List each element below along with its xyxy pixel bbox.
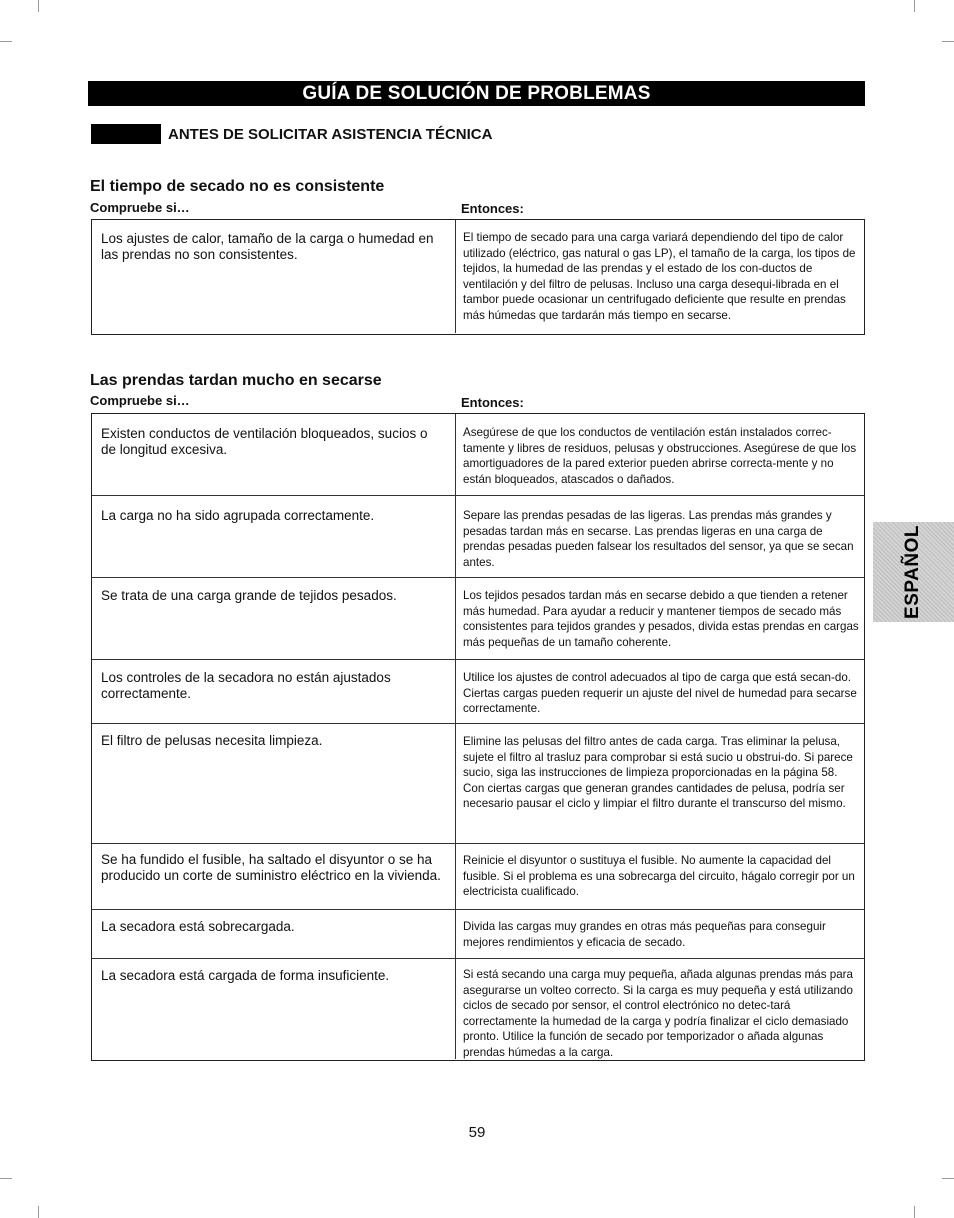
page-banner-title: GUÍA DE SOLUCIÓN DE PROBLEMAS [88,81,865,106]
check-cell: Se trata de una carga grande de tejidos pesados. [101,588,397,603]
check-cell: Los controles de la secadora no están ajustados correctamente. [101,670,391,701]
troubleshooting-table [91,413,865,1061]
crop-mark [914,0,915,12]
table-row [92,495,864,577]
table-row [92,414,864,495]
crop-mark [914,1206,915,1218]
then-cell: Separe las prendas pesadas de las ligeras. Las prendas más grandes y pesadas tardan más en secarse. Las prendas ligeras en una carga de prendas pesadas pueden falsear los resultados del sensor, ya que se secan antes. [463,509,854,569]
check-cell: La secadora está cargada de forma insuficiente. [101,968,390,983]
check-cell: Los ajustes de calor, tamaño de la carga o humedad en las prendas no son consistentes. [101,231,434,262]
crop-mark [942,41,954,42]
then-cell: Reinicie el disyuntor o sustituya el fusible. No aumente la capacidad del fusible. Si el problema es una sobrecarga del circuito, hágalo corregir por un electricista cualificado. [463,854,855,899]
crop-mark [942,1178,954,1179]
table-row [92,659,864,723]
crop-mark [38,1206,39,1218]
crop-mark [0,41,12,42]
then-cell: Elimine las pelusas del filtro antes de cada carga. Tras eliminar la pelusa, sujete el filtro al trasluz para comprobar si está sucio u obstrui-do. Si parece sucio, siga las instrucciones de limpieza proporcionadas en la página 58. Con ciertas cargas que generan grandes cantidades de pelusa, podría ser necesario pausar el ciclo y limpiar el filtro durante el transcurso del mismo. [463,735,853,811]
troubleshooting-table [91,219,865,335]
table-row [92,220,864,333]
then-cell: Asegúrese de que los conductos de ventilación están instalados correc-tamente y libres de residuos, pelusas y obstrucciones. Asegúrese de que los amortiguadores de la pared exterior pueden abrirse correcta-mente y no están bloqueados, atascados o dañados. [463,426,857,486]
table-row [92,843,864,909]
check-cell: Se ha fundido el fusible, ha saltado el disyuntor o se ha producido un corte de suministro eléctrico en la vivienda. [101,852,441,883]
then-cell: Los tejidos pesados tardan más en secarse debido a que tienden a retener más humedad. Para ayudar a reducir y mantener tiempos de secado más consistentes para tejidos grandes y pesados, divida estas prendas en cargas más pequeñas de un tamaño coherente. [463,589,859,649]
subheading-marker [91,124,161,144]
then-cell: El tiempo de secado para una carga variará dependiendo del tipo de calor utilizado (eléctrico, gas natural o gas LP), el tamaño de la carga, los tipos de tejidos, la humedad de las prendas y el estado de los con-ductos de ventilación y del filtro de pelusas. Incluso una carga desequi-librada en el tambor puede ocasionar un centrifugado deficiente que resulte en prendas más húmedas que tardarán más tiempo en secarse. [463,231,856,322]
section-title: El tiempo de secado no es consistente [90,178,385,195]
then-column-header: Entonces: [461,395,524,410]
check-cell: La secadora está sobrecargada. [101,919,295,934]
page-number: 59 [468,1124,486,1141]
check-column-header: Compruebe si… [90,200,190,215]
then-column-header: Entonces: [461,201,524,216]
then-cell: Si está secando una carga muy pequeña, añada algunas prendas más para asegurarse un volteo correcto. Si la carga es muy pequeña y está utilizando ciclos de secado por sensor, el control electrónico no detec-tará correctamente la humedad de la carga y podría finalizar el ciclo demasiado pronto. Utilice la función de secado por temporizador o añada algunas prendas húmedas a la carga. [463,968,853,1059]
table-row [92,958,864,1059]
then-cell: Divida las cargas muy grandes en otras más pequeñas para conseguir mejores rendimientos y eficacia de secado. [463,920,826,949]
table-row [92,577,864,659]
language-side-tab-label: ESPAÑOL [902,525,923,619]
crop-mark [38,0,39,12]
check-column-header: Compruebe si… [90,393,190,408]
table-row [92,723,864,843]
section-title: Las prendas tardan mucho en secarse [90,372,382,389]
table-row [92,909,864,958]
subheading: ANTES DE SOLICITAR ASISTENCIA TÉCNICA [168,126,493,143]
check-cell: Existen conductos de ventilación bloqueados, sucios o de longitud excesiva. [101,426,428,457]
then-cell: Utilice los ajustes de control adecuados al tipo de carga que está secan-do. Ciertas cargas pueden requerir un ajuste del nivel de humedad para secarse correctamente. [463,671,857,716]
check-cell: La carga no ha sido agrupada correctamente. [101,508,375,523]
check-cell: El filtro de pelusas necesita limpieza. [101,733,323,748]
crop-mark [0,1178,12,1179]
